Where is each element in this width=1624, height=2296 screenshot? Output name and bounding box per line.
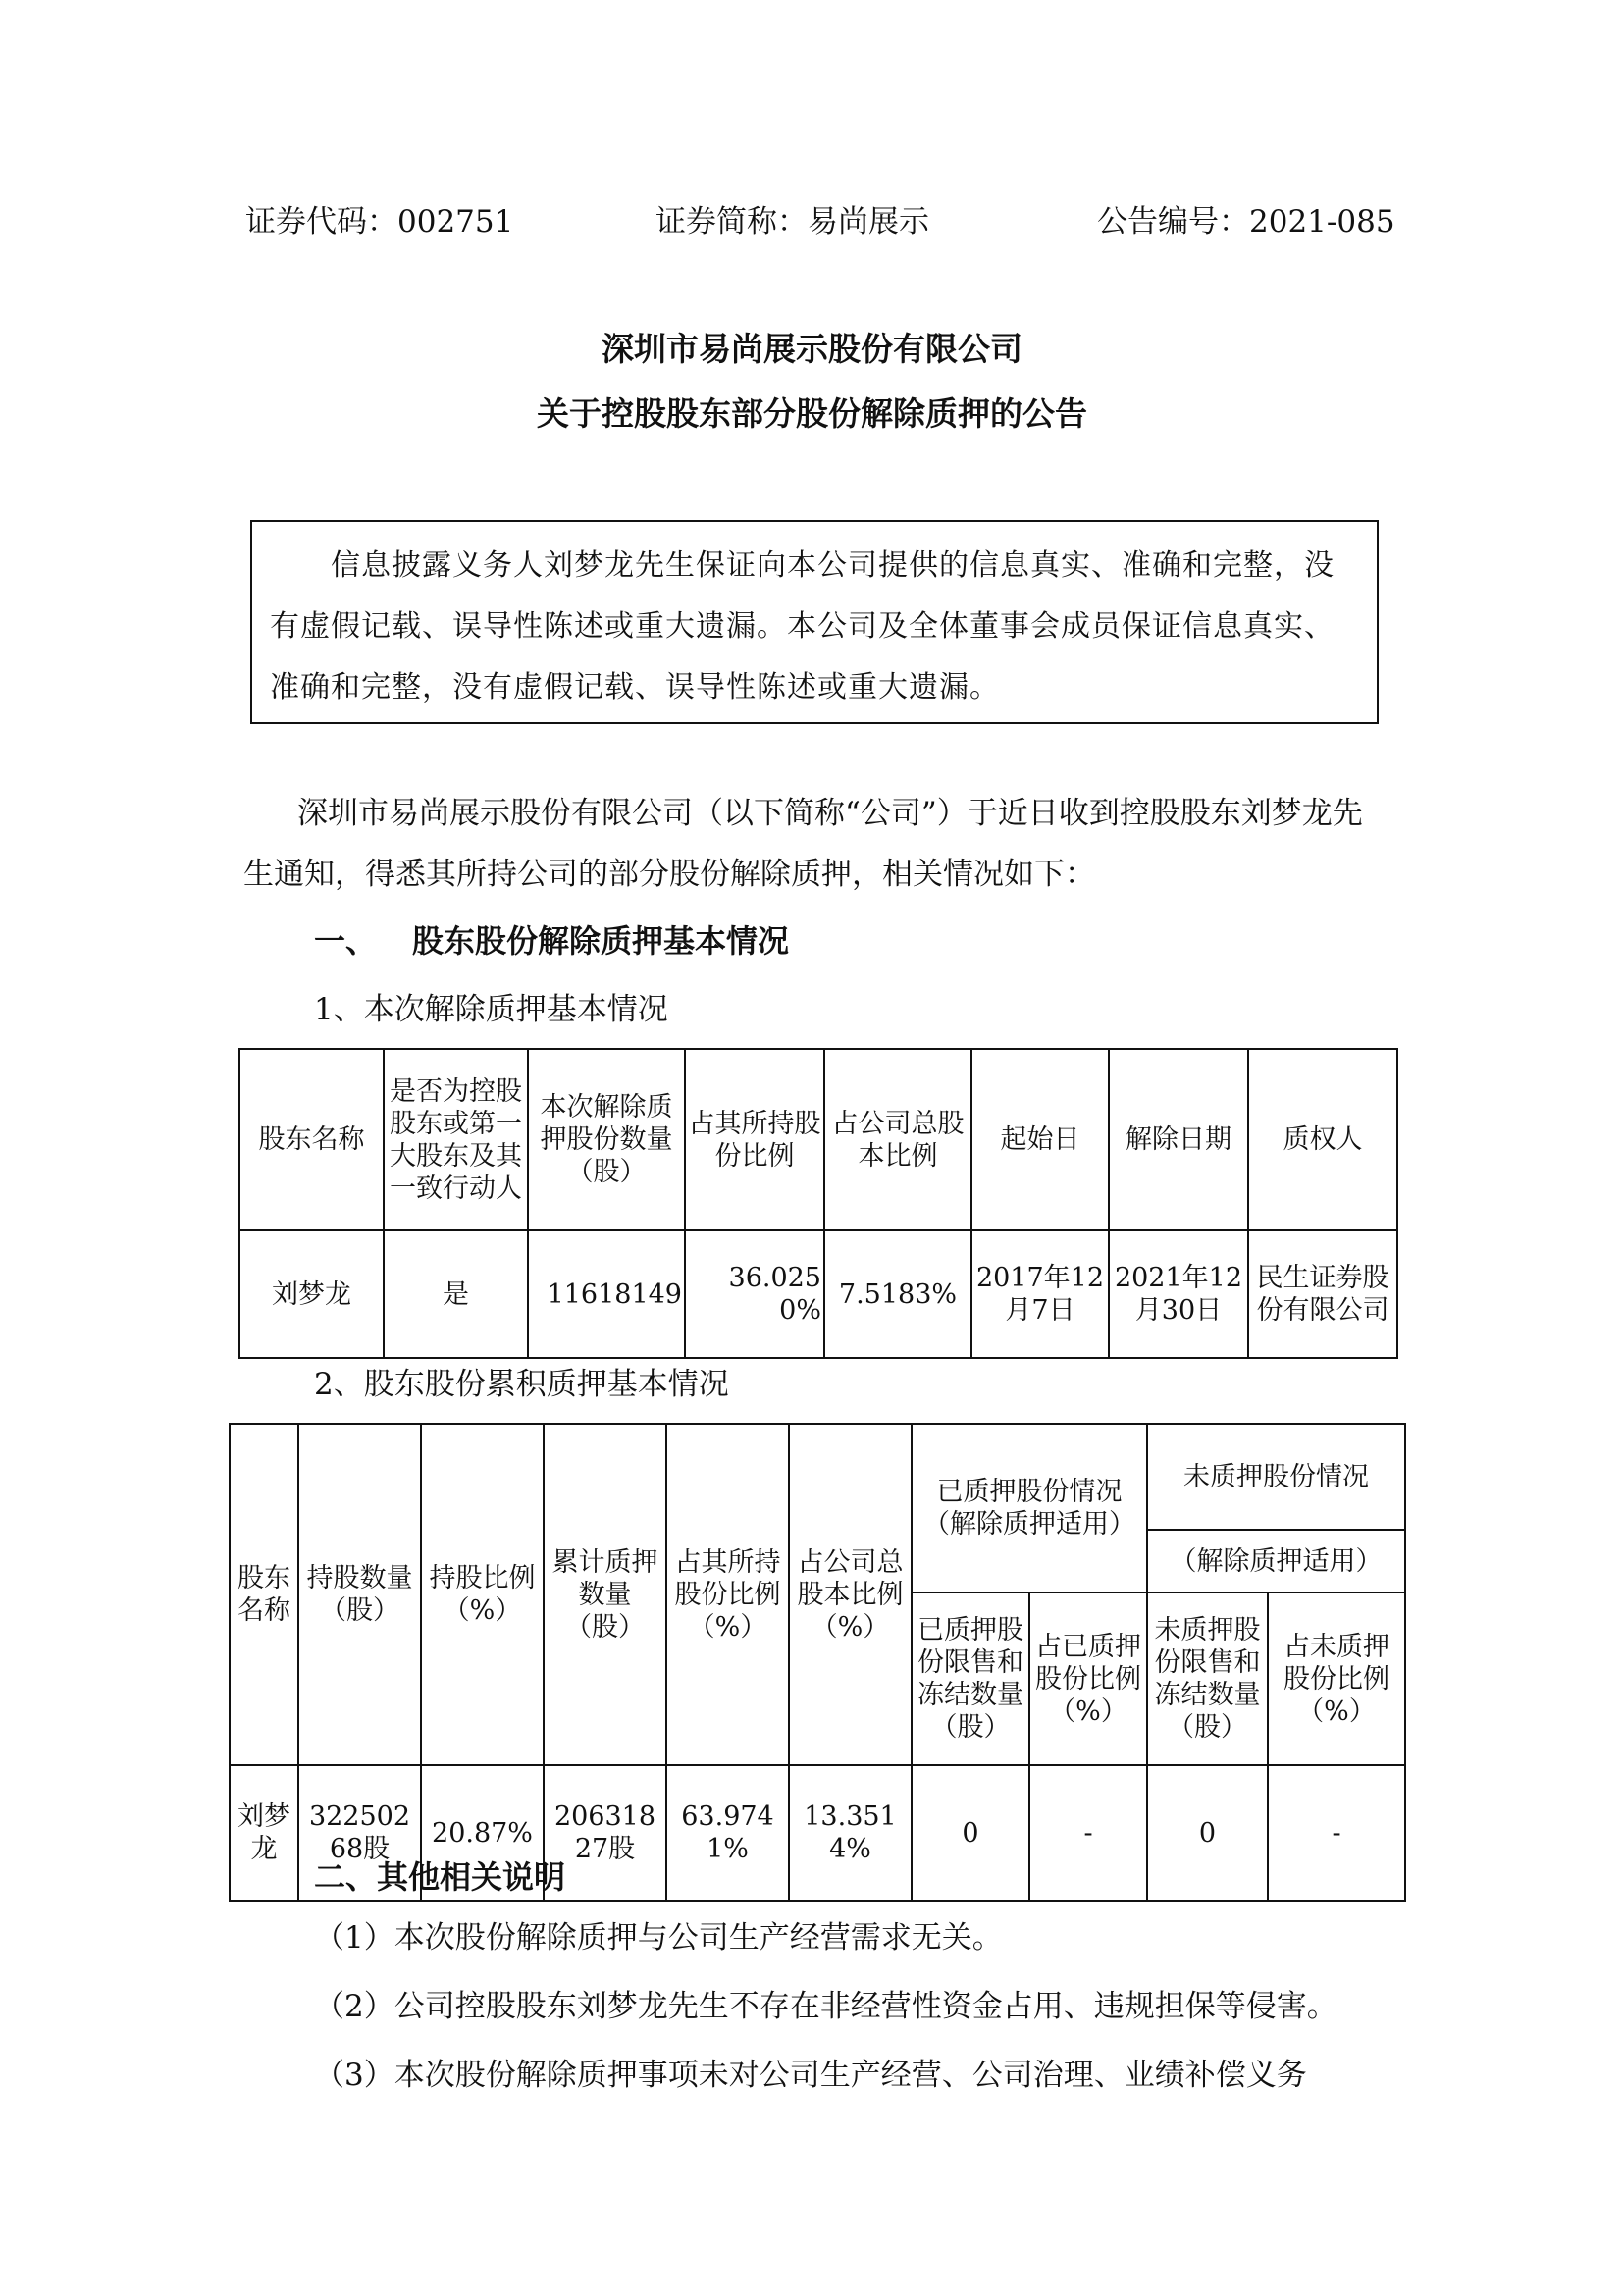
table2-cell: 20.87% xyxy=(421,1765,544,1901)
table2-header: 股东名称 xyxy=(230,1424,298,1765)
table2-cell: 0 xyxy=(1147,1765,1268,1901)
table1-header: 解除日期 xyxy=(1109,1049,1248,1230)
table1-header: 起始日 xyxy=(971,1049,1109,1230)
list-item: （1）本次股份解除质押与公司生产经营需求无关。 xyxy=(314,1920,1003,1956)
table2-header: 占未质押股份比例（%） xyxy=(1268,1592,1405,1765)
section2-list xyxy=(314,1904,1393,2110)
notice-title: 关于控股股东部分股份解除质押的公告 xyxy=(537,394,1087,433)
table2-header: 已质押股份限售和冻结数量（股） xyxy=(912,1592,1029,1765)
table2-cell: 32250268股 xyxy=(298,1765,421,1901)
table1-cell: 2021年12月30日 xyxy=(1109,1230,1248,1358)
table2-header: 占已质押股份比例（%） xyxy=(1029,1592,1147,1765)
table1-cell: 2017年12月7日 xyxy=(971,1230,1109,1358)
table2-caption: 2、股东股份累积质押基本情况 xyxy=(314,1367,729,1402)
table2-header-row xyxy=(230,1424,1405,1530)
table2-header: 已质押股份情况（解除质押适用） xyxy=(912,1424,1147,1592)
list-item: （2）公司控股股东刘梦龙先生不存在非经营性资金占用、违规担保等侵害。 xyxy=(314,1989,1337,2024)
table1-cell: 11618149 xyxy=(528,1230,685,1358)
table2-cell: 20631827股 xyxy=(544,1765,666,1901)
cumulative-pledge-table xyxy=(229,1423,1406,1902)
table2-cell: 0 xyxy=(912,1765,1029,1901)
table2-header: 占公司总股本比例（%） xyxy=(789,1424,912,1765)
section1-title: 股东股份解除质押基本情况 xyxy=(412,922,790,960)
table2-header: 未质押股份情况 xyxy=(1147,1424,1405,1530)
table1-caption: 1、本次解除质押基本情况 xyxy=(314,992,668,1027)
table1-header: 占其所持股份比例 xyxy=(685,1049,824,1230)
intro-paragraph: 深圳市易尚展示股份有限公司（以下简称“公司”）于近日收到控股股东刘梦龙先生通知，得悉其所持公司的部分股份解除质押，相关情况如下： xyxy=(243,796,1363,892)
disclaimer-box xyxy=(250,520,1379,724)
table-row xyxy=(239,1230,1397,1358)
company-title: 深圳市易尚展示股份有限公司 xyxy=(602,330,1022,368)
security-code: 证券代码：002751 xyxy=(245,204,514,239)
table2-cell: 刘梦龙 xyxy=(230,1765,298,1901)
table1-cell: 7.5183% xyxy=(824,1230,971,1358)
table1-cell: 36.0250% xyxy=(685,1230,824,1358)
table2-header: 占其所持股份比例（%） xyxy=(666,1424,789,1765)
table1-header-row xyxy=(239,1049,1397,1230)
table1-header: 是否为控股股东或第一大股东及其一致行动人 xyxy=(384,1049,528,1230)
table2-header: 持股数量（股） xyxy=(298,1424,421,1765)
table1-cell: 民生证券股份有限公司 xyxy=(1248,1230,1397,1358)
disclaimer-text: 信息披露义务人刘梦龙先生保证向本公司提供的信息真实、准确和完整，没有虚假记载、误导性陈述或重大遗漏。本公司及全体董事会成员保证信息真实、准确和完整，没有虚假记载、误导性陈述或重大遗漏。 xyxy=(270,548,1335,704)
table2-header: （解除质押适用） xyxy=(1147,1530,1405,1592)
table1-header: 本次解除质押股份数量（股） xyxy=(528,1049,685,1230)
table1-header: 占公司总股本比例 xyxy=(824,1049,971,1230)
table2-cell: 13.3514% xyxy=(789,1765,912,1901)
release-pledge-table xyxy=(238,1048,1398,1359)
table2-header: 累计质押数量（股） xyxy=(544,1424,666,1765)
section1-number: 一、 xyxy=(314,922,378,960)
table2-header: 持股比例（%） xyxy=(421,1424,544,1765)
table1-header: 股东名称 xyxy=(239,1049,384,1230)
table2-header: 未质押股份限售和冻结数量（股） xyxy=(1147,1592,1268,1765)
table2-cell: 63.9741% xyxy=(666,1765,789,1901)
security-short-name: 证券简称：易尚展示 xyxy=(655,204,929,239)
table2-cell: - xyxy=(1268,1765,1405,1901)
table1-header: 质权人 xyxy=(1248,1049,1397,1230)
table2-cell: - xyxy=(1029,1765,1147,1901)
table1-cell: 刘梦龙 xyxy=(239,1230,384,1358)
notice-number: 公告编号：2021-085 xyxy=(1097,204,1395,239)
table1-cell: 是 xyxy=(384,1230,528,1358)
section2-title: 二、其他相关说明 xyxy=(314,1858,566,1896)
list-item: （3）本次股份解除质押事项未对公司生产经营、公司治理、业绩补偿义务 xyxy=(314,2058,1307,2093)
